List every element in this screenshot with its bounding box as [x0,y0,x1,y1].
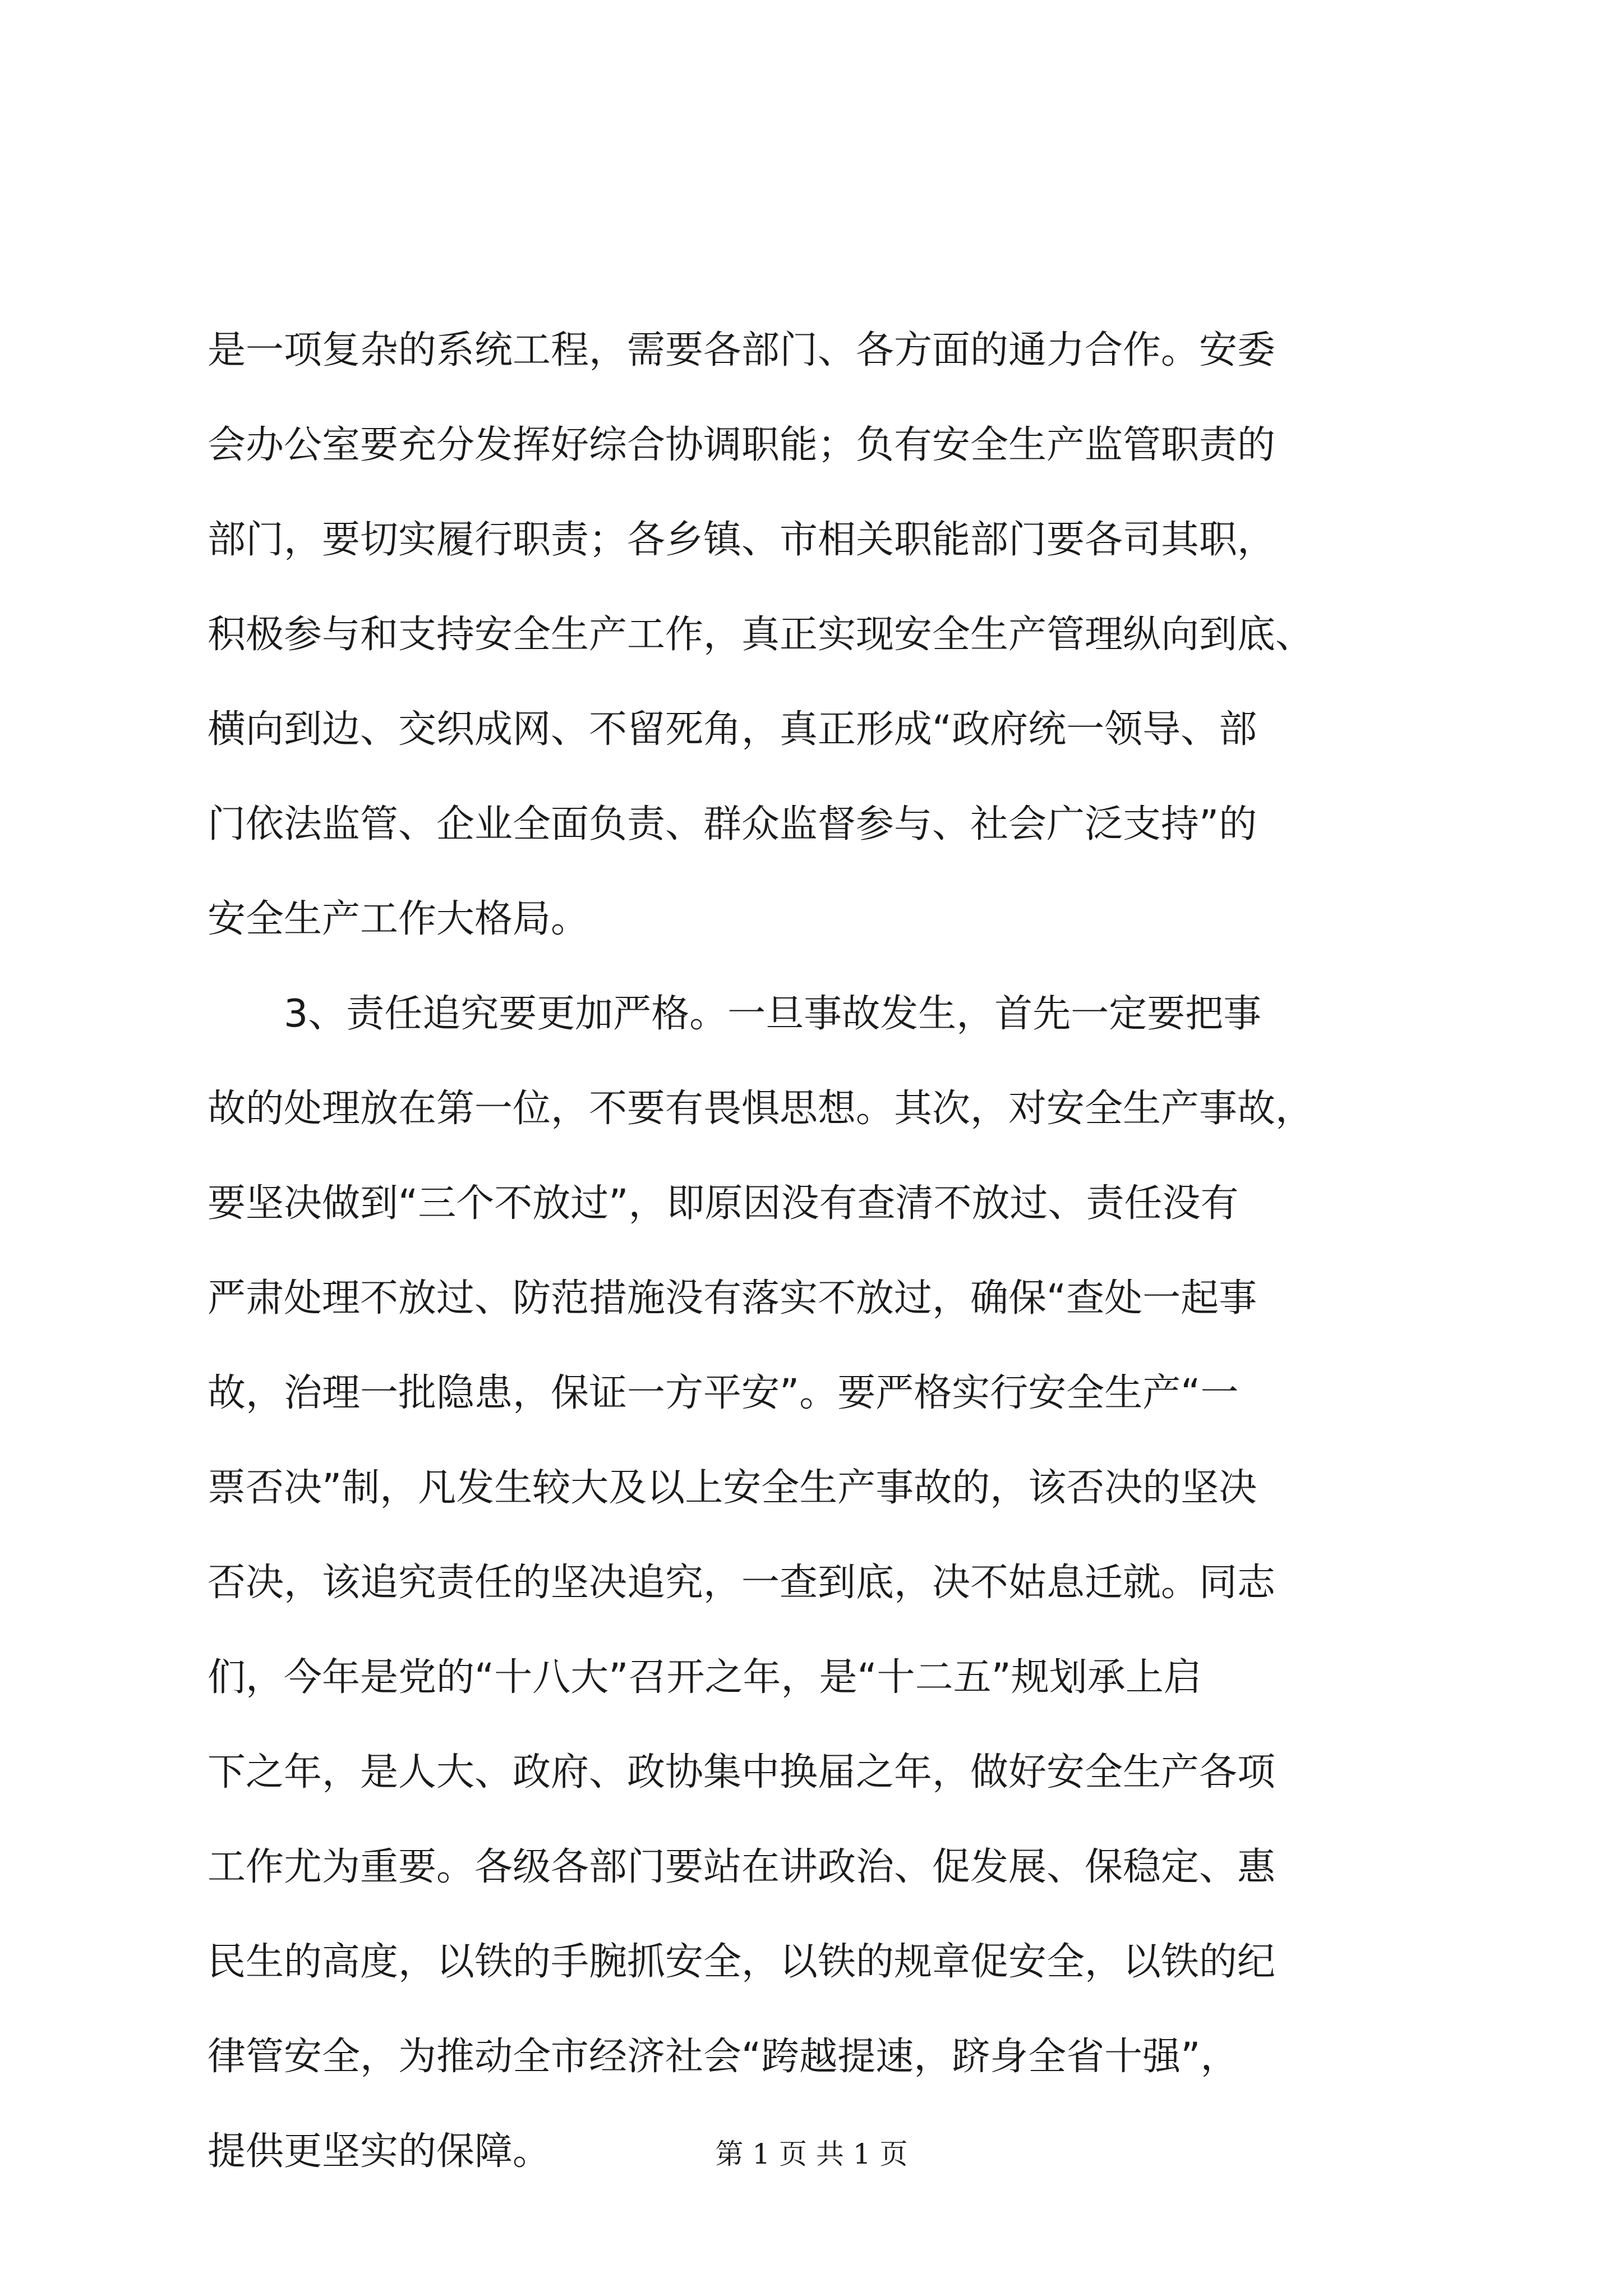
text-line: 会办公室要充分发挥好综合协调职能；负有安全生产监管职责的 [208,423,1276,467]
text-line: 横向到边、交织成网、不留死角，真正形成“政府统一领导、部 [208,707,1257,752]
text-line: 积极参与和支持安全生产工作，真正实现安全生产管理纵向到底、 [208,613,1314,657]
text-line: 票否决”制，凡发生较大及以上安全生产事故的，该否决的坚决 [208,1466,1257,1510]
text-line: 故，治理一批隐患，保证一方平安”。要严格实行安全生产“一 [208,1371,1239,1415]
paragraph-start-line: 3、责任追究要更加严格。一旦事故发生，首先一定要把事 [284,992,1262,1036]
document-body [208,303,1427,2199]
text-line: 故的处理放在第一位，不要有畏惧思想。其次，对安全生产事故， [208,1087,1314,1131]
text-line: 严肃处理不放过、防范措施没有落实不放过，确保“查处一起事 [208,1276,1257,1320]
text-line: 民生的高度，以铁的手腕抓安全，以铁的规章促安全，以铁的纪 [208,1940,1276,1984]
text-line: 门依法监管、企业全面负责、群众监督参与、社会广泛支持”的 [208,802,1257,846]
page-number-footer: 第 1 页 共 1 页 [715,2138,908,2170]
text-line: 要坚决做到“三个不放过”，即原因没有查清不放过、责任没有 [208,1181,1239,1226]
text-line: 是一项复杂的系统工程，需要各部门、各方面的通力合作。安委 [208,328,1276,372]
text-line: 下之年，是人大、政府、政协集中换届之年，做好安全生产各项 [208,1750,1276,1795]
text-line: 安全生产工作大格局。 [208,897,589,941]
text-line: 们，今年是党的“十八大”召开之年，是“十二五”规划承上启 [208,1655,1202,1700]
text-line: 否决，该追究责任的坚决追究，一查到底，决不姑息迁就。同志 [208,1561,1276,1605]
text-line: 提供更坚实的保障。 [208,2129,551,2174]
text-line: 律管安全，为推动全市经济社会“跨越提速，跻身全省十强”， [208,2035,1239,2079]
text-line: 工作尤为重要。各级各部门要站在讲政治、促发展、保稳定、惠 [208,1845,1276,1889]
text-line: 部门，要切实履行职责；各乡镇、市相关职能部门要各司其职， [208,518,1276,562]
